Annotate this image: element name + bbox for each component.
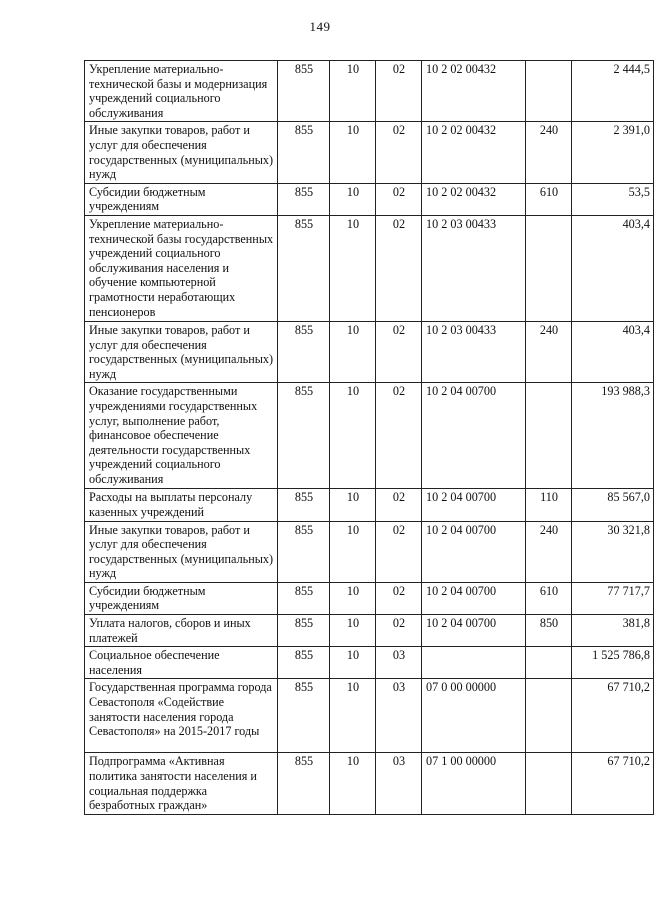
- row-subsection-cell: 02: [376, 489, 422, 521]
- row-amount-cell: 193 988,3: [572, 383, 654, 489]
- row-section-cell: 10: [330, 489, 376, 521]
- row-section-cell: 10: [330, 679, 376, 753]
- row-name-cell: Оказание государственными учреждениями государственных услуг, выполнение работ, финансовое обеспечение деятельности государственных учреждений социального обслуживания: [85, 383, 278, 489]
- row-amount-cell: 85 567,0: [572, 489, 654, 521]
- row-subsection-cell: 02: [376, 183, 422, 215]
- budget-table-body: [85, 61, 654, 815]
- row-section-cell: 10: [330, 215, 376, 321]
- row-subsection-cell: 02: [376, 321, 422, 382]
- row-target-article-cell: 10 2 03 00433: [422, 321, 526, 382]
- row-subsection-cell: 02: [376, 383, 422, 489]
- row-name-cell: Иные закупки товаров, работ и услуг для обеспечения государственных (муниципальных) нужд: [85, 521, 278, 582]
- row-target-article-cell: 10 2 03 00433: [422, 215, 526, 321]
- row-amount-cell: 2 444,5: [572, 61, 654, 122]
- budget-table: [84, 60, 654, 815]
- table-row: [85, 215, 654, 321]
- row-subsection-cell: 03: [376, 647, 422, 679]
- table-row: [85, 489, 654, 521]
- row-amount-cell: 53,5: [572, 183, 654, 215]
- row-target-article-cell: 07 1 00 00000: [422, 753, 526, 814]
- row-grbs-cell: 855: [278, 521, 330, 582]
- row-section-cell: 10: [330, 122, 376, 183]
- row-expense-type-cell: [526, 753, 572, 814]
- table-row: [85, 679, 654, 753]
- row-expense-type-cell: 240: [526, 521, 572, 582]
- row-amount-cell: 403,4: [572, 321, 654, 382]
- row-target-article-cell: 10 2 02 00432: [422, 183, 526, 215]
- row-target-article-cell: 10 2 04 00700: [422, 521, 526, 582]
- row-name-cell: Субсидии бюджетным учреждениям: [85, 582, 278, 614]
- row-section-cell: 10: [330, 582, 376, 614]
- row-grbs-cell: 855: [278, 122, 330, 183]
- row-target-article-cell: 07 0 00 00000: [422, 679, 526, 753]
- row-name-cell: Субсидии бюджетным учреждениям: [85, 183, 278, 215]
- row-expense-type-cell: [526, 679, 572, 753]
- row-subsection-cell: 03: [376, 679, 422, 753]
- row-expense-type-cell: [526, 383, 572, 489]
- row-grbs-cell: 855: [278, 321, 330, 382]
- table-row: [85, 122, 654, 183]
- table-row: [85, 615, 654, 647]
- row-name-cell: Государственная программа города Севастополя «Содействие занятости населения города Севастополя» на 2015-2017 годы: [85, 679, 278, 753]
- row-expense-type-cell: [526, 215, 572, 321]
- row-section-cell: 10: [330, 753, 376, 814]
- row-grbs-cell: 855: [278, 753, 330, 814]
- row-subsection-cell: 02: [376, 582, 422, 614]
- row-amount-cell: 67 710,2: [572, 679, 654, 753]
- row-target-article-cell: 10 2 04 00700: [422, 383, 526, 489]
- row-target-article-cell: 10 2 04 00700: [422, 489, 526, 521]
- row-grbs-cell: 855: [278, 383, 330, 489]
- row-name-cell: Иные закупки товаров, работ и услуг для обеспечения государственных (муниципальных) нужд: [85, 122, 278, 183]
- row-section-cell: 10: [330, 321, 376, 382]
- row-name-cell: Укрепление материально-технической базы и модернизация учреждений социального обслуживания: [85, 61, 278, 122]
- row-section-cell: 10: [330, 615, 376, 647]
- row-section-cell: 10: [330, 647, 376, 679]
- row-amount-cell: 77 717,7: [572, 582, 654, 614]
- row-grbs-cell: 855: [278, 679, 330, 753]
- row-amount-cell: 1 525 786,8: [572, 647, 654, 679]
- row-name-cell: Подпрограмма «Активная политика занятости населения и социальная поддержка безработных граждан»: [85, 753, 278, 814]
- row-section-cell: 10: [330, 521, 376, 582]
- row-grbs-cell: 855: [278, 647, 330, 679]
- row-name-cell: Укрепление материально-технической базы государственных учреждений социального обслуживания населения и обучение компьютерной грамотности неработающих пенсионеров: [85, 215, 278, 321]
- row-expense-type-cell: 110: [526, 489, 572, 521]
- row-target-article-cell: 10 2 02 00432: [422, 122, 526, 183]
- row-subsection-cell: 02: [376, 521, 422, 582]
- row-name-cell: Иные закупки товаров, работ и услуг для обеспечения государственных (муниципальных) нужд: [85, 321, 278, 382]
- row-grbs-cell: 855: [278, 215, 330, 321]
- row-expense-type-cell: [526, 61, 572, 122]
- row-name-cell: Расходы на выплаты персоналу казенных учреждений: [85, 489, 278, 521]
- page-number: 149: [309, 19, 331, 34]
- row-subsection-cell: 02: [376, 615, 422, 647]
- row-section-cell: 10: [330, 61, 376, 122]
- row-expense-type-cell: 240: [526, 122, 572, 183]
- table-row: [85, 582, 654, 614]
- row-expense-type-cell: 610: [526, 582, 572, 614]
- table-row: [85, 753, 654, 814]
- row-grbs-cell: 855: [278, 615, 330, 647]
- row-name-cell: Социальное обеспечение населения: [85, 647, 278, 679]
- row-target-article-cell: 10 2 04 00700: [422, 582, 526, 614]
- table-row: [85, 321, 654, 382]
- row-grbs-cell: 855: [278, 61, 330, 122]
- row-amount-cell: 30 321,8: [572, 521, 654, 582]
- row-expense-type-cell: [526, 647, 572, 679]
- row-subsection-cell: 02: [376, 122, 422, 183]
- table-row: [85, 183, 654, 215]
- table-row: [85, 647, 654, 679]
- row-amount-cell: 67 710,2: [572, 753, 654, 814]
- row-expense-type-cell: 240: [526, 321, 572, 382]
- row-name-cell: Уплата налогов, сборов и иных платежей: [85, 615, 278, 647]
- row-grbs-cell: 855: [278, 183, 330, 215]
- row-section-cell: 10: [330, 383, 376, 489]
- table-row: [85, 521, 654, 582]
- row-subsection-cell: 02: [376, 215, 422, 321]
- row-target-article-cell: [422, 647, 526, 679]
- table-row: [85, 383, 654, 489]
- row-subsection-cell: 02: [376, 61, 422, 122]
- row-amount-cell: 403,4: [572, 215, 654, 321]
- row-expense-type-cell: 850: [526, 615, 572, 647]
- row-grbs-cell: 855: [278, 489, 330, 521]
- row-section-cell: 10: [330, 183, 376, 215]
- row-target-article-cell: 10 2 04 00700: [422, 615, 526, 647]
- row-amount-cell: 2 391,0: [572, 122, 654, 183]
- row-subsection-cell: 03: [376, 753, 422, 814]
- row-target-article-cell: 10 2 02 00432: [422, 61, 526, 122]
- table-row: [85, 61, 654, 122]
- row-amount-cell: 381,8: [572, 615, 654, 647]
- row-expense-type-cell: 610: [526, 183, 572, 215]
- row-grbs-cell: 855: [278, 582, 330, 614]
